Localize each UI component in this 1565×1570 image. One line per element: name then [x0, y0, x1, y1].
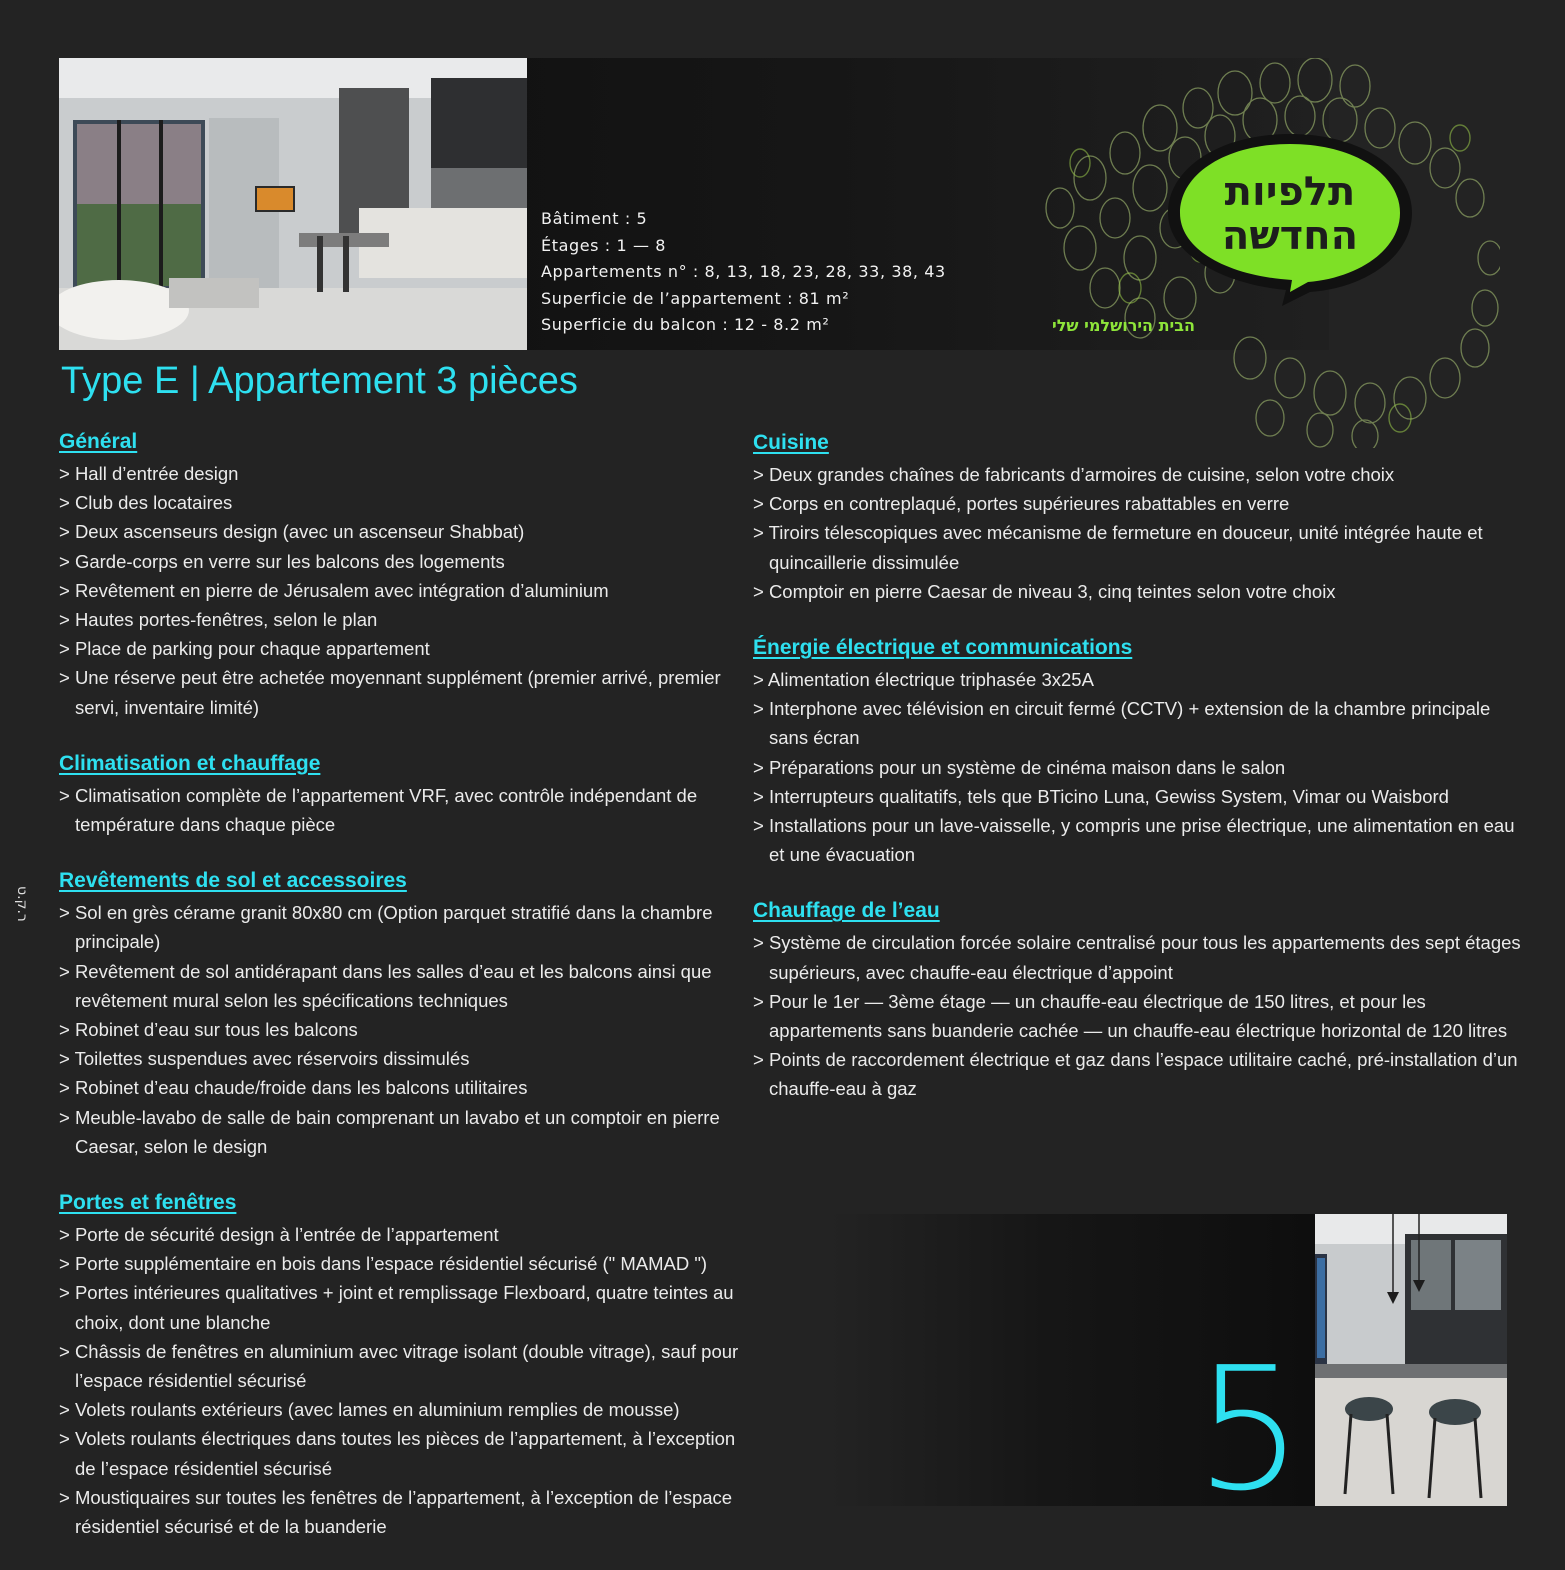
section-heading: Chauffage de l’eau — [753, 899, 940, 923]
page-title: Type E | Appartement 3 pièces — [61, 360, 578, 402]
list-item: > Meuble-lavabo de salle de bain comprenant un lavabo et un comptoir en pierre Caesar, selon le design — [59, 1106, 720, 1157]
list-item: > Garde-corps en verre sur les balcons des logements — [59, 550, 505, 572]
section-heading: Énergie électrique et communications — [753, 636, 1133, 660]
list-item: > Deux grandes chaînes de fabricants d’armoires de cuisine, selon votre choix — [753, 464, 1395, 485]
section-heading: Climatisation et chauffage — [59, 751, 321, 775]
living-room-photo — [59, 58, 527, 350]
list-item: > Robinet d’eau chaude/froide dans les balcons utilitaires — [59, 1077, 528, 1099]
side-mark: ר.ק.ט — [14, 886, 30, 922]
section-general — [59, 429, 759, 722]
list-item: > Interrupteurs qualitatifs, tels que BTicino Luna, Gewiss System, Vimar ou Waisbord — [753, 785, 1449, 807]
list-item: > Deux ascenseurs design (avec un ascenseur Shabbat) — [59, 521, 525, 543]
spec-floors: Étages : 1 — 8 — [541, 235, 667, 255]
spec-apartment-area: Superficie de l’appartement : 81 m² — [541, 288, 850, 308]
list-item: > Pour le 1er — 3ème étage — un chauffe-eau électrique de 150 litres, et pour les appartements sans buanderie cachée — un chauffe-eau électrique horizontal de 120 litres — [753, 990, 1508, 1042]
list-item: > Robinet d’eau sur tous les balcons — [59, 1019, 358, 1041]
section-water-heating — [753, 898, 1523, 1103]
spec-building: Bâtiment : 5 — [541, 209, 648, 228]
list-item: > Tiroirs télescopiques avec mécanisme de fermeture en douceur, unité intégrée haute et quincaillerie dissimulée — [753, 522, 1483, 573]
logo-text — [1170, 170, 1410, 258]
section-flooring — [59, 868, 759, 1161]
list-item: > Points de raccordement électrique et gaz dans l’espace utilitaire caché, pré-installation d’un chauffe-eau à gaz — [753, 1049, 1518, 1100]
list-item: > Volets roulants électriques dans toutes les pièces de l’appartement, à l’exception de l’espace résidentiel sécurisé — [59, 1428, 736, 1479]
list-item: > Corps en contreplaqué, portes supérieures rabattables en verre — [753, 493, 1290, 515]
list-item: > Installations pour un lave-vaisselle, y compris une prise électrique, une alimentation en eau et une évacuation — [753, 815, 1515, 866]
section-climatisation — [59, 751, 759, 839]
section-heading: Cuisine — [753, 431, 829, 454]
left-column — [59, 429, 759, 1570]
section-doors-windows — [59, 1190, 759, 1541]
section-kitchen — [753, 430, 1523, 606]
list-item: > Sol en grès cérame granit 80x80 cm (Option parquet stratifié dans la chambre principale) — [59, 902, 713, 953]
list-item: > Revêtement de sol antidérapant dans les salles d’eau et les balcons ainsi que revêtement mural selon les spécifications techniques — [59, 960, 712, 1011]
building-specs — [541, 206, 946, 339]
list-item: > Hall d’entrée design — [59, 463, 239, 484]
list-item: > Revêtement en pierre de Jérusalem avec intégration d’aluminium — [59, 579, 609, 601]
list-item: > Système de circulation forcée solaire centralisé pour tous les appartements des sept étages supérieurs, avec chauffe-eau électrique d’appoint — [753, 932, 1521, 983]
list-item: > Place de parking pour chaque appartement — [59, 638, 430, 660]
list-item: > Porte de sécurité design à l’entrée de l’appartement — [59, 1224, 499, 1246]
list-item: > Portes intérieures qualitatives + joint et remplissage Flexboard, quatre teintes au choix, dont une blanche — [59, 1282, 734, 1333]
list-item: > Interphone avec télévision en circuit fermé (CCTV) + extension de la chambre principale sans écran — [753, 698, 1491, 749]
list-item: > Moustiquaires sur toutes les fenêtres de l’appartement, à l’exception de l’espace résidentiel sécurisé et de la buanderie — [59, 1486, 733, 1538]
kitchen-photo — [1315, 1214, 1507, 1506]
section-heading: Général — [59, 430, 138, 453]
list-item: > Châssis de fenêtres en aluminium avec vitrage isolant (double vitrage), sauf pour l’espace résidentiel sécurisé — [59, 1340, 739, 1392]
page-number: 5 — [1195, 1331, 1304, 1529]
section-heading: Revêtements de sol et accessoires — [59, 869, 407, 893]
list-item: > Volets roulants extérieurs (avec lames en aluminium remplies de mousse) — [59, 1399, 680, 1421]
list-item: > Préparations pour un système de cinéma maison dans le salon — [753, 756, 1286, 778]
list-item: > Alimentation électrique triphasée 3x25A — [753, 669, 1094, 691]
spec-apartments: Appartements n° : 8, 13, 18, 23, 28, 33, 38, 43 — [541, 262, 946, 281]
logo-line-2: החדשה — [1221, 213, 1359, 259]
list-item: > Climatisation complète de l’appartement VRF, avec contrôle indépendant de température dans chaque pièce — [59, 784, 698, 836]
list-item: > Club des locataires — [59, 492, 233, 514]
list-item: > Toilettes suspendues avec réservoirs dissimulés — [59, 1048, 470, 1070]
section-electrical — [753, 635, 1523, 869]
list-item: > Hautes portes-fenêtres, selon le plan — [59, 609, 378, 631]
section-heading: Portes et fenêtres — [59, 1191, 237, 1215]
logo-tagline: הבית הירושלמי שלי — [1052, 316, 1195, 335]
spec-balcony-area: Superficie du balcon : 12 - 8.2 m² — [541, 315, 830, 334]
right-column — [753, 430, 1523, 1133]
list-item: > Comptoir en pierre Caesar de niveau 3, cinq teintes selon votre choix — [753, 580, 1336, 602]
list-item: > Une réserve peut être achetée moyennant supplément (premier arrivé, premier servi, inventaire limité) — [59, 667, 721, 718]
logo-line-1: תלפיות — [1224, 169, 1356, 215]
list-item: > Porte supplémentaire en bois dans l’espace résidentiel sécurisé (" MAMAD ") — [59, 1253, 708, 1275]
